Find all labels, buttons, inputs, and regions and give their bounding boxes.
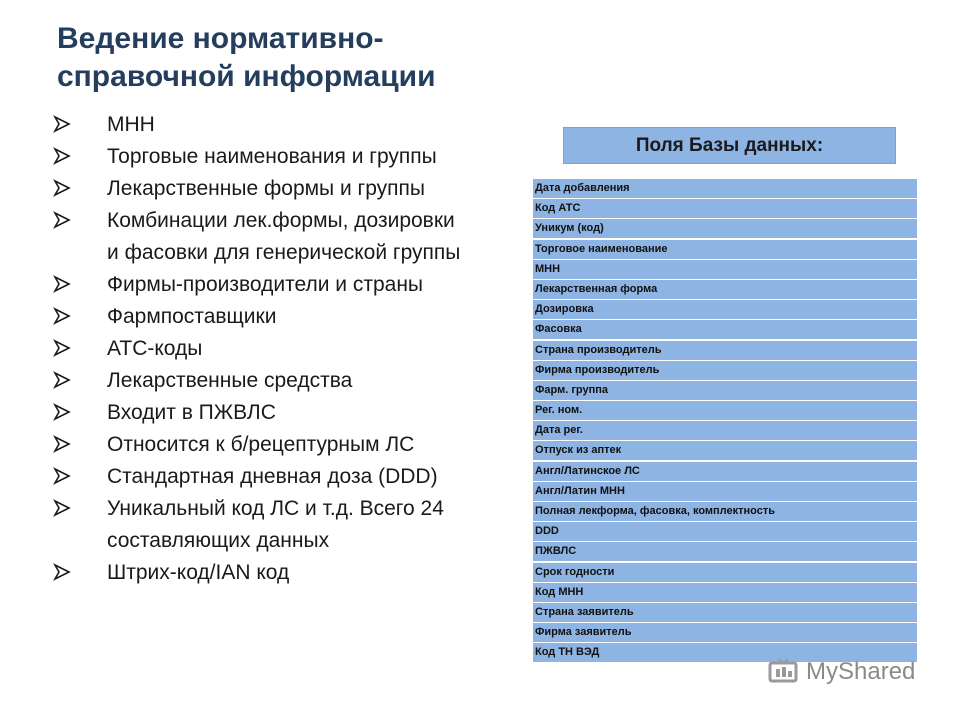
bullet-item [53, 141, 528, 173]
bullet-arrow-icon [53, 275, 71, 293]
bullet-text: Фармпоставщики [107, 305, 277, 328]
bullet-item [53, 205, 528, 269]
bullet-text: Штрих-код/IAN код [107, 561, 290, 584]
bullet-arrow-icon [53, 563, 71, 581]
db-field-row: Англ/Латинское ЛС [533, 462, 917, 481]
bullet-arrow-icon [53, 467, 71, 485]
db-field-row: Страна заявитель [533, 603, 917, 622]
db-field-row: Торговое наименование [533, 240, 917, 259]
bullet-text: Относится к б/рецептурным ЛС [107, 433, 415, 456]
db-field-row: ПЖВЛС [533, 542, 917, 561]
bullet-text: Лекарственные формы и группы [107, 177, 425, 200]
bullet-item [53, 397, 528, 429]
db-fields-header: Поля Базы данных: [563, 127, 896, 164]
db-field-row: Фарм. группа [533, 381, 917, 400]
bullet-item [53, 557, 528, 589]
bullet-item [53, 109, 528, 141]
bullet-arrow-icon [53, 307, 71, 325]
db-field-row: DDD [533, 522, 917, 541]
bullet-arrow-icon [53, 339, 71, 357]
db-field-row: Срок годности [533, 563, 917, 582]
bullet-text: АТС-коды [107, 337, 203, 360]
bullet-item [53, 269, 528, 301]
bullet-text: Торговые наименования и группы [107, 145, 437, 168]
title-line-1: Ведение нормативно- [57, 22, 384, 55]
bullet-item [53, 429, 528, 461]
bullet-arrow-icon [53, 371, 71, 389]
db-field-row: МНН [533, 260, 917, 279]
db-field-row: Код АТС [533, 199, 917, 218]
bullet-item [53, 461, 528, 493]
bullet-text: Комбинации лек.формы, дозировки [107, 209, 455, 232]
bullet-text: МНН [107, 113, 155, 136]
watermark-text: MyShared [806, 658, 916, 685]
db-field-row: Дозировка [533, 300, 917, 319]
watermark [768, 657, 915, 687]
db-field-row: Дата рег. [533, 421, 917, 440]
bullet-text: Фирмы-производители и страны [107, 273, 424, 296]
bullet-arrow-icon [53, 499, 71, 517]
bullet-item [53, 173, 528, 205]
bullet-arrow-icon [53, 435, 71, 453]
bullet-text: и фасовки для генерической группы [107, 241, 461, 264]
bullet-text: Стандартная дневная доза (DDD) [107, 465, 438, 488]
bullet-item [53, 365, 528, 397]
db-field-row: Англ/Латин МНН [533, 482, 917, 501]
bullet-arrow-icon [53, 211, 71, 229]
bullet-text: составляющих данных [107, 529, 330, 552]
page-title [57, 20, 517, 96]
db-fields-list [533, 179, 917, 664]
bullet-item [53, 301, 528, 333]
bullet-item [53, 333, 528, 365]
bullet-text: Лекарственные средства [107, 369, 353, 392]
bullet-arrow-icon [53, 115, 71, 133]
bullet-text: Уникальный код ЛС и т.д. Всего 24 [107, 497, 444, 520]
db-field-row: Код ТН ВЭД [533, 643, 917, 662]
db-field-row: Фирма заявитель [533, 623, 917, 642]
db-field-row: Код МНН [533, 583, 917, 602]
bullet-arrow-icon [53, 403, 71, 421]
bullet-arrow-icon [53, 147, 71, 165]
bullet-list [53, 109, 528, 589]
db-field-row: Уникум (код) [533, 219, 917, 238]
bullet-arrow-icon [53, 179, 71, 197]
db-field-row: Лекарственная форма [533, 280, 917, 299]
db-field-row: Фирма производитель [533, 361, 917, 380]
db-field-row: Фасовка [533, 320, 917, 339]
db-field-row: Полная лекформа, фасовка, комплектность [533, 502, 917, 521]
myshared-logo-icon [768, 657, 802, 687]
bullet-text: Входит в ПЖВЛС [107, 401, 276, 424]
db-field-row: Отпуск из аптек [533, 441, 917, 460]
db-field-row: Рег. ном. [533, 401, 917, 420]
title-line-2: справочной информации [57, 60, 436, 93]
db-field-row: Страна производитель [533, 341, 917, 360]
bullet-item [53, 493, 528, 557]
db-field-row: Дата добавления [533, 179, 917, 198]
